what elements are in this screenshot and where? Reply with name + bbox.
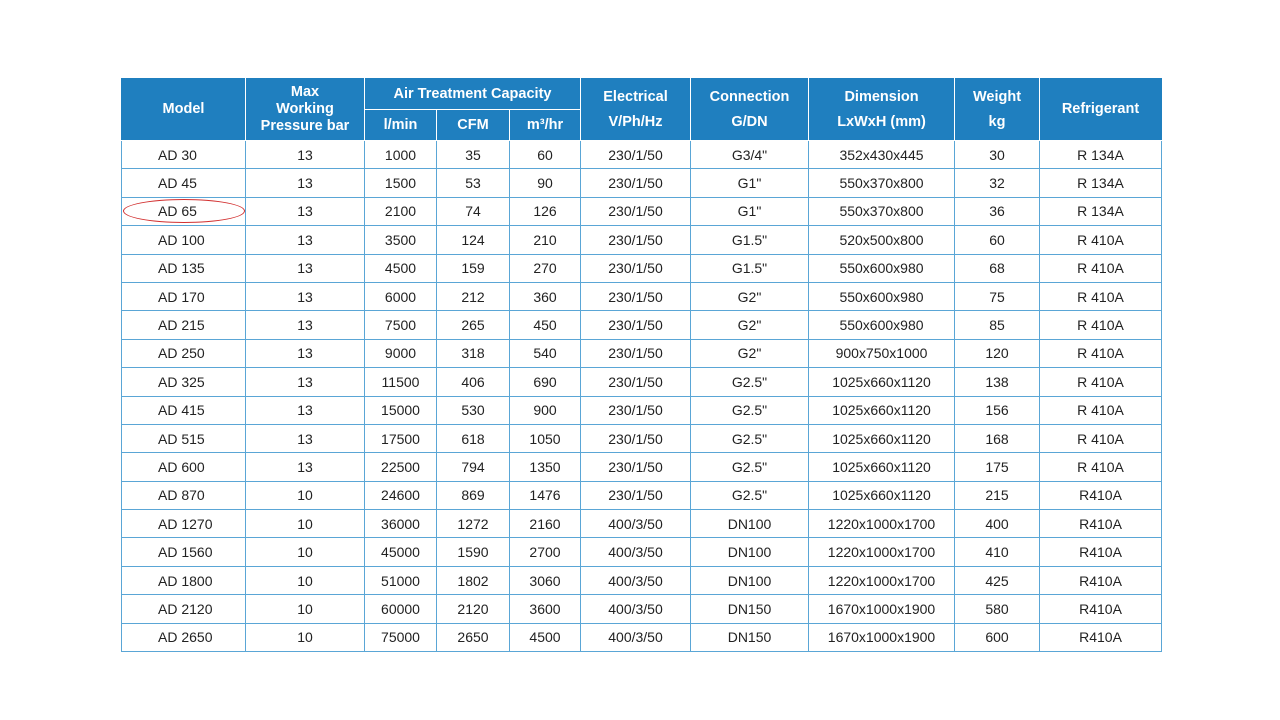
table-row	[122, 311, 1162, 339]
cell-lmin: 17500	[365, 424, 437, 452]
cell-lmin: 45000	[365, 538, 437, 566]
table-row	[122, 226, 1162, 254]
cell-connection: G2.5"	[691, 424, 809, 452]
cell-connection: G2.5"	[691, 453, 809, 481]
cell-lmin: 1000	[365, 141, 437, 169]
cell-m3hr: 270	[510, 254, 581, 282]
cell-pressure: 13	[246, 339, 365, 367]
table-row	[122, 538, 1162, 566]
cell-connection: DN150	[691, 595, 809, 623]
header-electrical-line: Electrical	[603, 88, 668, 105]
cell-connection: G3/4"	[691, 141, 809, 169]
header-pressure-line: Pressure bar	[260, 118, 350, 134]
cell-weight: 156	[955, 396, 1040, 424]
cell-cfm: 869	[437, 481, 510, 509]
cell-model: AD 100	[122, 226, 246, 254]
cell-dimension: 550x370x800	[809, 169, 955, 197]
header-connection-line: Connection	[709, 88, 790, 105]
cell-pressure: 13	[246, 169, 365, 197]
cell-weight: 138	[955, 368, 1040, 396]
cell-dimension: 1220x1000x1700	[809, 538, 955, 566]
table-row	[122, 339, 1162, 367]
cell-pressure: 13	[246, 282, 365, 310]
header-capacity: Air Treatment Capacity	[365, 79, 581, 110]
cell-dimension: 1025x660x1120	[809, 424, 955, 452]
cell-connection: G1"	[691, 197, 809, 225]
header-refrigerant: Refrigerant	[1040, 79, 1162, 141]
cell-lmin: 15000	[365, 396, 437, 424]
cell-model: AD 870	[122, 481, 246, 509]
cell-m3hr: 3600	[510, 595, 581, 623]
header-connection-line: G/DN	[731, 113, 768, 130]
cell-cfm: 2650	[437, 623, 510, 651]
table-row	[122, 424, 1162, 452]
header-weight-line: kg	[988, 113, 1006, 130]
cell-cfm: 1802	[437, 566, 510, 594]
header-pressure-line: Working	[276, 101, 334, 117]
cell-lmin: 3500	[365, 226, 437, 254]
table-row	[122, 169, 1162, 197]
cell-connection: G2.5"	[691, 396, 809, 424]
cell-m3hr: 900	[510, 396, 581, 424]
cell-weight: 68	[955, 254, 1040, 282]
cell-model: AD 45	[122, 169, 246, 197]
cell-pressure: 10	[246, 510, 365, 538]
cell-lmin: 4500	[365, 254, 437, 282]
cell-cfm: 265	[437, 311, 510, 339]
cell-dimension: 1220x1000x1700	[809, 566, 955, 594]
cell-cfm: 318	[437, 339, 510, 367]
cell-m3hr: 360	[510, 282, 581, 310]
cell-m3hr: 540	[510, 339, 581, 367]
cell-m3hr: 450	[510, 311, 581, 339]
header-dimension-line: LxWxH (mm)	[837, 113, 926, 130]
header-weight-line: Weight	[972, 88, 1022, 105]
cell-connection: G2"	[691, 282, 809, 310]
cell-refrigerant: R 134A	[1040, 197, 1162, 225]
cell-lmin: 60000	[365, 595, 437, 623]
cell-electrical: 230/1/50	[581, 197, 691, 225]
cell-m3hr: 3060	[510, 566, 581, 594]
cell-m3hr: 210	[510, 226, 581, 254]
cell-weight: 175	[955, 453, 1040, 481]
cell-electrical: 230/1/50	[581, 339, 691, 367]
cell-model: AD 2120	[122, 595, 246, 623]
header-electrical	[581, 79, 691, 141]
cell-connection: DN100	[691, 538, 809, 566]
cell-lmin: 1500	[365, 169, 437, 197]
header-dimension	[809, 79, 955, 141]
cell-connection: DN100	[691, 510, 809, 538]
table-header	[122, 79, 1162, 141]
header-cfm: CFM	[437, 110, 510, 141]
header-connection	[691, 79, 809, 141]
cell-cfm: 53	[437, 169, 510, 197]
cell-lmin: 75000	[365, 623, 437, 651]
cell-cfm: 406	[437, 368, 510, 396]
cell-pressure: 13	[246, 368, 365, 396]
cell-lmin: 51000	[365, 566, 437, 594]
cell-refrigerant: R410A	[1040, 595, 1162, 623]
cell-model: AD 2650	[122, 623, 246, 651]
header-model: Model	[122, 79, 246, 141]
table-row	[122, 510, 1162, 538]
cell-lmin: 24600	[365, 481, 437, 509]
cell-pressure: 13	[246, 141, 365, 169]
cell-refrigerant: R410A	[1040, 623, 1162, 651]
cell-connection: G2"	[691, 311, 809, 339]
cell-connection: G1.5"	[691, 254, 809, 282]
cell-weight: 120	[955, 339, 1040, 367]
cell-m3hr: 2160	[510, 510, 581, 538]
cell-dimension: 550x370x800	[809, 197, 955, 225]
header-weight	[955, 79, 1040, 141]
cell-weight: 425	[955, 566, 1040, 594]
cell-weight: 600	[955, 623, 1040, 651]
header-pressure	[246, 79, 365, 141]
cell-dimension: 520x500x800	[809, 226, 955, 254]
cell-electrical: 230/1/50	[581, 141, 691, 169]
table-row	[122, 197, 1162, 225]
cell-cfm: 35	[437, 141, 510, 169]
cell-dimension: 900x750x1000	[809, 339, 955, 367]
cell-connection: DN100	[691, 566, 809, 594]
cell-cfm: 794	[437, 453, 510, 481]
cell-m3hr: 1350	[510, 453, 581, 481]
cell-lmin: 36000	[365, 510, 437, 538]
cell-cfm: 74	[437, 197, 510, 225]
cell-connection: G1"	[691, 169, 809, 197]
cell-lmin: 9000	[365, 339, 437, 367]
cell-dimension: 1670x1000x1900	[809, 623, 955, 651]
cell-m3hr: 126	[510, 197, 581, 225]
header-dimension-line: Dimension	[844, 88, 919, 105]
cell-model: AD 415	[122, 396, 246, 424]
cell-refrigerant: R 410A	[1040, 424, 1162, 452]
cell-weight: 60	[955, 226, 1040, 254]
cell-pressure: 10	[246, 595, 365, 623]
cell-dimension: 550x600x980	[809, 311, 955, 339]
table-row	[122, 396, 1162, 424]
cell-dimension: 1025x660x1120	[809, 481, 955, 509]
cell-refrigerant: R 410A	[1040, 453, 1162, 481]
header-lmin: l/min	[365, 110, 437, 141]
cell-dimension: 550x600x980	[809, 254, 955, 282]
cell-m3hr: 4500	[510, 623, 581, 651]
table-row	[122, 566, 1162, 594]
cell-pressure: 10	[246, 623, 365, 651]
cell-model: AD 600	[122, 453, 246, 481]
cell-connection: G2.5"	[691, 481, 809, 509]
cell-electrical: 230/1/50	[581, 481, 691, 509]
cell-pressure: 13	[246, 311, 365, 339]
header-pressure-line: Max	[290, 84, 320, 100]
cell-electrical: 230/1/50	[581, 396, 691, 424]
cell-pressure: 10	[246, 538, 365, 566]
cell-pressure: 13	[246, 396, 365, 424]
cell-model: AD 215	[122, 311, 246, 339]
table-row	[122, 623, 1162, 651]
cell-cfm: 618	[437, 424, 510, 452]
cell-m3hr: 2700	[510, 538, 581, 566]
cell-refrigerant: R410A	[1040, 510, 1162, 538]
cell-pressure: 13	[246, 453, 365, 481]
cell-dimension: 1025x660x1120	[809, 368, 955, 396]
cell-dimension: 1670x1000x1900	[809, 595, 955, 623]
cell-refrigerant: R 410A	[1040, 368, 1162, 396]
cell-pressure: 13	[246, 254, 365, 282]
cell-lmin: 7500	[365, 311, 437, 339]
cell-model: AD 250	[122, 339, 246, 367]
cell-electrical: 230/1/50	[581, 424, 691, 452]
cell-dimension: 352x430x445	[809, 141, 955, 169]
cell-weight: 410	[955, 538, 1040, 566]
cell-electrical: 400/3/50	[581, 538, 691, 566]
header-electrical-line: V/Ph/Hz	[608, 113, 663, 130]
cell-model: AD 65	[122, 197, 246, 225]
cell-electrical: 230/1/50	[581, 282, 691, 310]
cell-electrical: 230/1/50	[581, 254, 691, 282]
cell-dimension: 550x600x980	[809, 282, 955, 310]
cell-cfm: 159	[437, 254, 510, 282]
cell-electrical: 230/1/50	[581, 368, 691, 396]
cell-pressure: 13	[246, 197, 365, 225]
cell-lmin: 6000	[365, 282, 437, 310]
table-row	[122, 453, 1162, 481]
table-row	[122, 595, 1162, 623]
cell-pressure: 13	[246, 226, 365, 254]
cell-pressure: 13	[246, 424, 365, 452]
cell-refrigerant: R 410A	[1040, 311, 1162, 339]
cell-pressure: 10	[246, 481, 365, 509]
cell-model: AD 1560	[122, 538, 246, 566]
cell-model: AD 30	[122, 141, 246, 169]
cell-electrical: 400/3/50	[581, 566, 691, 594]
cell-model: AD 135	[122, 254, 246, 282]
cell-weight: 580	[955, 595, 1040, 623]
cell-model: AD 1270	[122, 510, 246, 538]
cell-refrigerant: R 410A	[1040, 339, 1162, 367]
cell-refrigerant: R410A	[1040, 481, 1162, 509]
header-m3hr: m³/hr	[510, 110, 581, 141]
cell-electrical: 230/1/50	[581, 169, 691, 197]
cell-weight: 400	[955, 510, 1040, 538]
cell-electrical: 400/3/50	[581, 510, 691, 538]
table-row	[122, 282, 1162, 310]
spec-table	[121, 78, 1162, 652]
cell-model: AD 1800	[122, 566, 246, 594]
cell-electrical: 230/1/50	[581, 226, 691, 254]
cell-weight: 75	[955, 282, 1040, 310]
cell-dimension: 1220x1000x1700	[809, 510, 955, 538]
cell-pressure: 10	[246, 566, 365, 594]
cell-weight: 215	[955, 481, 1040, 509]
cell-weight: 36	[955, 197, 1040, 225]
cell-cfm: 212	[437, 282, 510, 310]
cell-weight: 30	[955, 141, 1040, 169]
cell-cfm: 1272	[437, 510, 510, 538]
cell-lmin: 2100	[365, 197, 437, 225]
cell-m3hr: 1050	[510, 424, 581, 452]
cell-model: AD 325	[122, 368, 246, 396]
cell-electrical: 230/1/50	[581, 453, 691, 481]
cell-lmin: 22500	[365, 453, 437, 481]
cell-dimension: 1025x660x1120	[809, 453, 955, 481]
cell-weight: 32	[955, 169, 1040, 197]
cell-refrigerant: R410A	[1040, 538, 1162, 566]
table-row	[122, 481, 1162, 509]
cell-cfm: 1590	[437, 538, 510, 566]
cell-weight: 85	[955, 311, 1040, 339]
cell-cfm: 2120	[437, 595, 510, 623]
cell-refrigerant: R 410A	[1040, 396, 1162, 424]
cell-refrigerant: R 410A	[1040, 226, 1162, 254]
table-row	[122, 141, 1162, 169]
cell-connection: G1.5"	[691, 226, 809, 254]
cell-lmin: 11500	[365, 368, 437, 396]
cell-m3hr: 90	[510, 169, 581, 197]
cell-connection: DN150	[691, 623, 809, 651]
cell-refrigerant: R410A	[1040, 566, 1162, 594]
cell-model: AD 515	[122, 424, 246, 452]
cell-refrigerant: R 134A	[1040, 169, 1162, 197]
cell-model: AD 170	[122, 282, 246, 310]
table-row	[122, 368, 1162, 396]
cell-refrigerant: R 134A	[1040, 141, 1162, 169]
cell-refrigerant: R 410A	[1040, 254, 1162, 282]
cell-m3hr: 60	[510, 141, 581, 169]
cell-cfm: 124	[437, 226, 510, 254]
cell-dimension: 1025x660x1120	[809, 396, 955, 424]
table-body	[122, 141, 1162, 652]
cell-m3hr: 1476	[510, 481, 581, 509]
cell-m3hr: 690	[510, 368, 581, 396]
cell-connection: G2"	[691, 339, 809, 367]
cell-electrical: 400/3/50	[581, 623, 691, 651]
cell-refrigerant: R 410A	[1040, 282, 1162, 310]
cell-electrical: 230/1/50	[581, 311, 691, 339]
cell-cfm: 530	[437, 396, 510, 424]
table-row	[122, 254, 1162, 282]
cell-weight: 168	[955, 424, 1040, 452]
cell-electrical: 400/3/50	[581, 595, 691, 623]
cell-connection: G2.5"	[691, 368, 809, 396]
